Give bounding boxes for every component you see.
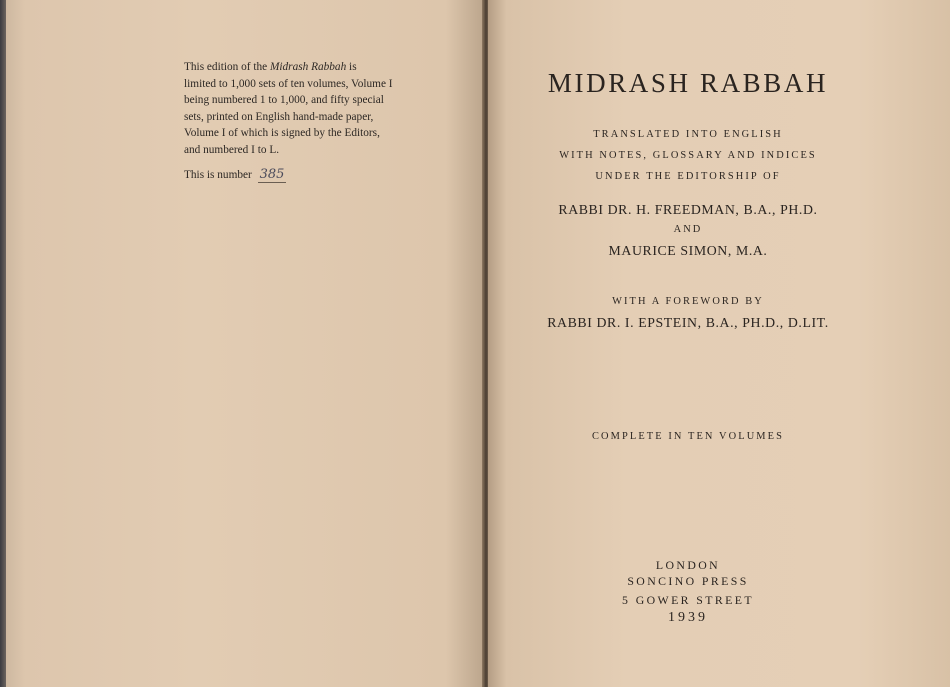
- limitation-book-title: Midrash Rabbah: [269, 61, 347, 73]
- limitation-notice: [184, 59, 399, 159]
- imprint-year: 1939: [668, 610, 708, 625]
- and-word: AND: [673, 224, 703, 235]
- limitation-line-5: Volume I of which is signed by the Editors,: [184, 127, 380, 140]
- limitation-line-1-end: is: [346, 61, 357, 73]
- limitation-line-6: and numbered I to L.: [184, 143, 280, 156]
- subtitle-line-3: UNDER THE EDITORSHIP OF: [595, 171, 781, 182]
- book-title: MIDRASH RABBAH: [547, 68, 829, 98]
- foreword-author: RABBI DR. I. EPSTEIN, B.A., PH.D., D.LIT.: [547, 315, 829, 330]
- imprint-press: SONCINO PRESS: [627, 574, 749, 588]
- subtitle-line-2: WITH NOTES, GLOSSARY AND INDICES: [559, 150, 817, 161]
- foreword-label: WITH A FOREWORD BY: [612, 296, 764, 307]
- imprint-street: 5 GOWER STREET: [622, 593, 754, 607]
- copy-number-label: This is number: [184, 169, 252, 181]
- limitation-line-1: [184, 59, 399, 76]
- limitation-line-2: limited to 1,000 sets of ten volumes, Volume I: [184, 77, 393, 90]
- volumes-note: COMPLETE IN TEN VOLUMES: [592, 431, 784, 442]
- limitation-line-3: being numbered 1 to 1,000, and fifty special: [184, 94, 384, 107]
- imprint-city: LONDON: [655, 558, 721, 572]
- editor-1: RABBI DR. H. FREEDMAN, B.A., PH.D.: [558, 202, 818, 217]
- copy-number-handwritten: 385: [259, 167, 285, 182]
- copy-number-line: [184, 167, 286, 182]
- subtitle-line-1: TRANSLATED INTO ENGLISH: [593, 129, 783, 140]
- limitation-line-4: sets, printed on English hand-made paper,: [184, 110, 374, 123]
- editor-2: MAURICE SIMON, M.A.: [608, 243, 768, 258]
- limitation-line-1-text: This edition of the: [184, 61, 270, 73]
